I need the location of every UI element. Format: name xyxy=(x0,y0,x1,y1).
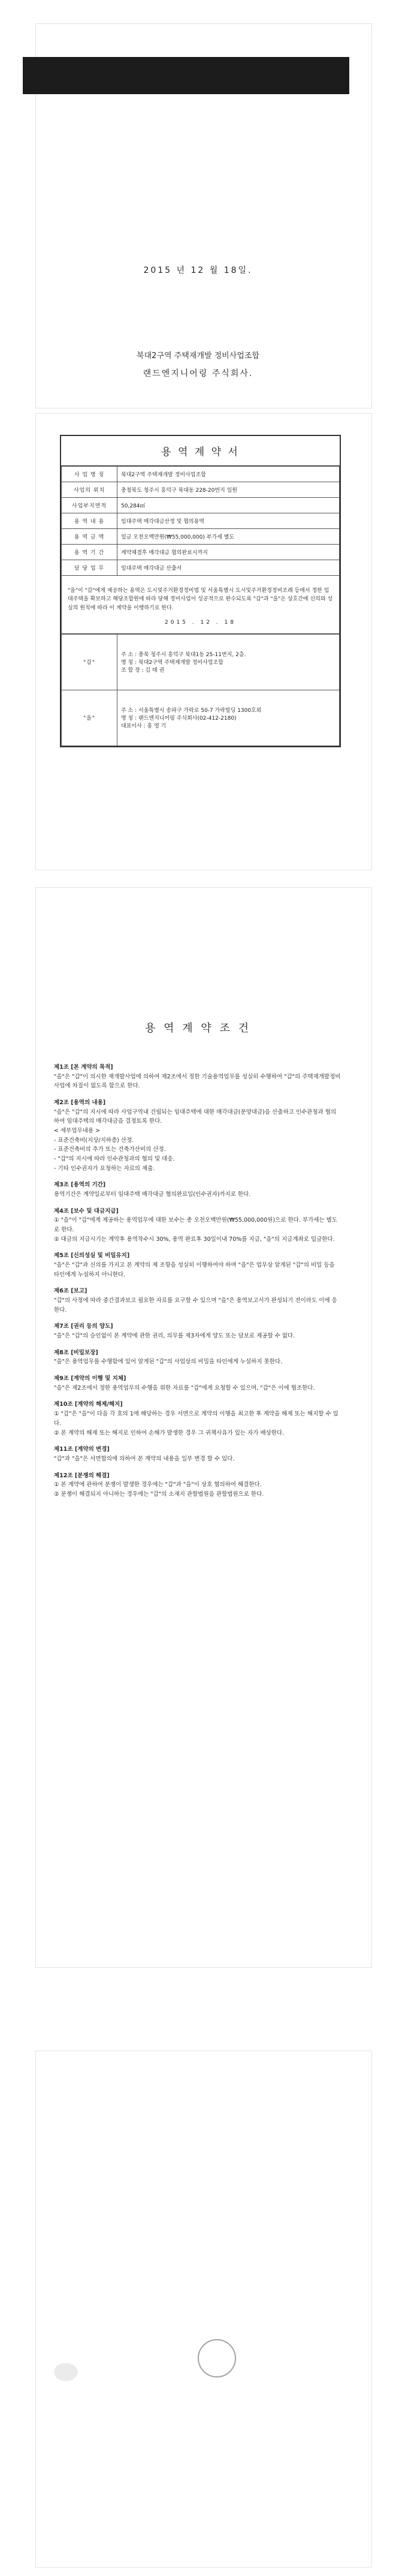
contract-row-key: 용 역 금 액 xyxy=(62,529,117,545)
redaction-bar xyxy=(23,57,349,94)
contract-row xyxy=(62,513,340,529)
clause-heading: 제2조 [용역의 내용] xyxy=(54,1099,106,1107)
clause-heading: 제10조 [계약의 해제/해지] xyxy=(54,1401,123,1408)
clause-text: "갑"과 "을"은 서면합의에 의하여 본 계약의 내용을 일부 변경 할 수 있다. xyxy=(54,1455,235,1462)
contract-row xyxy=(62,560,340,576)
clause-text: "을"은 "갑"의 승인없이 본 계약에 관한 권리, 의무를 제3자에게 양도 또는 담보로 제공할 수 없다. xyxy=(54,1333,295,1340)
cover-client: 북대2구역 주택재개발 정비사업조합 xyxy=(137,351,259,360)
party-b-label: "을" xyxy=(62,690,117,746)
contract-row xyxy=(62,482,340,498)
clause-heading: 제9조 [계약의 이행 및 지체] xyxy=(54,1375,126,1382)
clause-heading: 제6조 [보고] xyxy=(54,1288,87,1295)
contract-form xyxy=(60,435,341,747)
contract-row-key: 용 역 내 용 xyxy=(62,513,117,529)
party-table xyxy=(61,634,340,746)
contract-table xyxy=(61,466,340,576)
contract-title: 용 역 계 약 서 xyxy=(61,436,340,466)
clause-text: "을"은 "갑"의 지시에 따라 사업구역내 건립되는 임대주택에 대한 매각대금(분양대금)을 산출하고 인수관청과 협의하여 임대주택의 매각대금을 결정토록 한다. < 세부업무내용 > - 표준건축비(지상/지하층) 산정. - 표준건축비의 추가 또는 건축가산비의 산정. - "갑"의 지시에 따라 인수관청과의 협의 및 대응. - 기타 인수권자가 요청하는 자료의 제출. xyxy=(54,1108,337,1172)
sign-date: 2015 . 12 . 18 xyxy=(165,620,236,626)
clause-heading: 제4조 [보수 및 대금지급] xyxy=(54,1207,119,1215)
contract-row-key: 용 역 기 간 xyxy=(62,545,117,560)
contract-row-key: 사업의 위치 xyxy=(62,482,117,498)
contract-row-value: 50,284㎡ xyxy=(117,498,340,513)
contract-row-value: 일금 오천오백만원(₩55,000,000) 부가세 별도 xyxy=(117,529,340,545)
contract-row xyxy=(62,467,340,482)
clause-text: "갑"의 사정에 따라 중간결과보고 필요한 자료를 요구할 수 있으며 "을"은 용역보고서가 완성되기 전이라도 이에 응한다. xyxy=(54,1297,337,1313)
clause-text: ① "갑"은 "을"이 다음 각 호의 1에 해당하는 경우 서면으로 계약의 이행을 최고한 후 계약을 해제 또는 해지할 수 있다. ② 본 계약의 해제 또는 해지로 인하여 손해가 발생한 경우 그 귀책사유가 있는 자가 배상한다. xyxy=(54,1411,338,1436)
cover-contractor: 랜드엔지니어링 주식회사. xyxy=(143,369,253,378)
contract-pledge xyxy=(61,576,340,634)
clause-heading: 제7조 [권리 등의 양도] xyxy=(54,1323,113,1330)
terms-title: 용 역 계 약 조 건 xyxy=(145,1022,251,1035)
clause-text: ① 본 계약에 관하여 분쟁이 발생한 경우에는 "갑"과 "을"이 상호 협의하여 해결한다. ② 분쟁이 해결되지 아니하는 경우에는 "갑"의 소재지 관할법원을 관할법원으로 한다. xyxy=(54,1481,264,1498)
clause-text: "을"은 제2조에서 정한 용역업무의 수행을 위한 자료를 "갑"에게 요청할 수 있으며, "갑"은 이에 협조한다. xyxy=(54,1384,315,1391)
clause-heading: 제11조 [계약의 변경] xyxy=(54,1446,110,1453)
final-page xyxy=(36,2051,371,2567)
contract-row-value: 계약체결후 매각대금 협의완료시까지 xyxy=(117,545,340,560)
clause-text: 용역기간은 계약일로부터 임대주택 매각대금 협의완료일(인수권자)까지로 한다. xyxy=(54,1191,251,1198)
seal-stamp xyxy=(198,2339,236,2377)
contract-row xyxy=(62,545,340,560)
clause-text: "을"은 "갑"이 의시한 재개발사업에 의하여 제2조에서 정한 기술용역업무를 성실히 수행하여 "갑"의 주택재개발정비사업에 차질이 없도록 함으로 한다. xyxy=(54,1073,341,1090)
clause-text: ① "을"이 "갑"에게 제공하는 용역업무에 대한 보수는 총 오천오백만원(₩55,000,000원)으로 한다. 부가세는 별도로 한다. ② 대금의 지급시기는 계약후 용역착수시 30%, 용역 완료후 30일이내 70%를 지급, "을"의 지급계좌로 입금한다. xyxy=(54,1217,337,1243)
clause-heading: 제12조 [분쟁의 해결] xyxy=(54,1472,110,1479)
clause-heading: 제5조 [신의성실 및 비밀유지] xyxy=(54,1252,130,1260)
contract-row-value: 임대주택 매각대금산정 및 협의용역 xyxy=(117,513,340,529)
contract-row xyxy=(62,529,340,545)
clause-text: "을"은 용역업무를 수행함에 있어 알게된 "갑"의 사업상의 비밀을 타인에게 누설하지 못한다. xyxy=(54,1358,283,1366)
cover-date: 2015 년 12 월 18일. xyxy=(143,266,253,275)
contract-row-key: 사업부지면적 xyxy=(62,498,117,513)
contract-row-value: 임대주택 매각대금 산출서 xyxy=(117,560,340,576)
pledge-text: "을"이 "갑"에게 제공하는 용역은 도시및주거환경정비법 및 서울특별시 도시및주거환경정비조례 등에서 정한 임대주택을 확보하고 해당조합원에 따라 당해 정비사업이 성공적으로 완수되도록 "갑"과 "을"은 상호간에 신의와 성실의 원칙에 따라 이 계약을 이행하기로 한다. xyxy=(68,588,333,611)
clause-heading: 제8조 [비밀보장] xyxy=(54,1349,98,1356)
contract-row-key: 사 업 명 칭 xyxy=(62,467,117,482)
contract-row-value: 충청북도 청주시 흥덕구 북대동 228-20번지 일원 xyxy=(117,482,340,498)
contract-row xyxy=(62,498,340,513)
contract-row-value: 북대2구역 주택재개발 정비사업조합 xyxy=(117,467,340,482)
scan-smudge xyxy=(54,2363,78,2381)
party-a-label: "갑" xyxy=(62,634,117,690)
terms-clauses xyxy=(54,1056,341,1499)
clause-text: "을"은 "갑"과 신의를 가지고 본 계약의 제 조항을 성실히 이행하여야 하며 "을"은 업무상 알게된 "갑"의 비밀 등을 타인에게 누설하지 아니한다. xyxy=(54,1262,335,1278)
clause-heading: 제3조 [용역의 기간] xyxy=(54,1182,106,1189)
party-a-details: 주 소 : 충북 청주시 흥덕구 북대1동 25-11번지, 2층. 명 칭 : 북대2구역 주택재개발 정비사업조합 조 합 장 : 김 태 권 xyxy=(117,634,340,690)
contract-row-key: 담 당 업 무 xyxy=(62,560,117,576)
party-b-details: 주 소 : 서울특별시 송파구 가락로 50-7 가락빌딩 1300호외 명 칭 : 랜드엔지니어링 주식회사(02-412-2180) 대표이사 : 홍 영 기 xyxy=(117,690,340,746)
clause-heading: 제1조 [본 계약의 목적] xyxy=(54,1064,113,1071)
